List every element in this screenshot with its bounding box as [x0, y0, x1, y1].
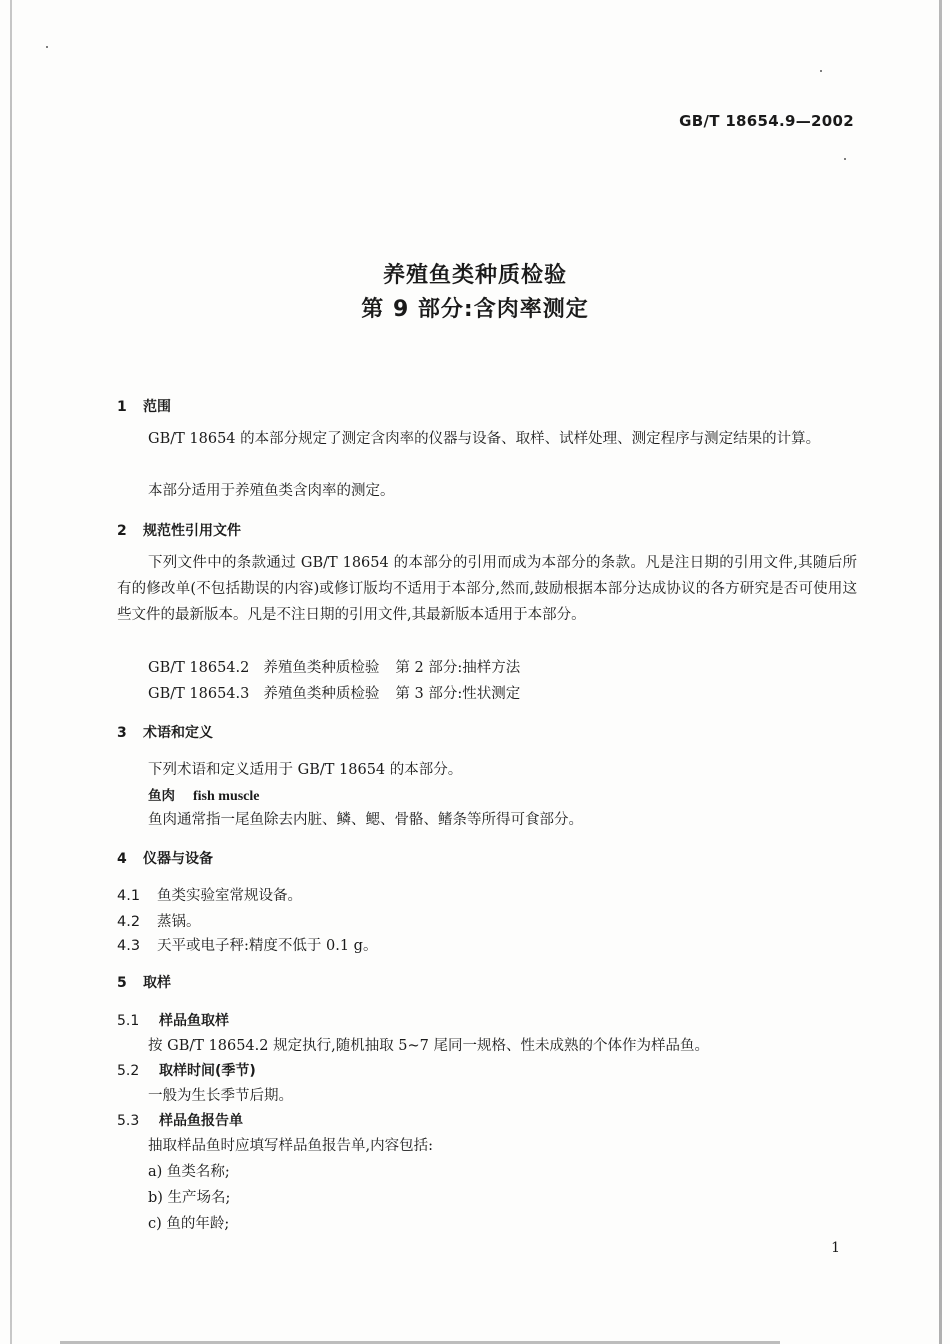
- equipment-item: [117, 934, 377, 955]
- equipment-item: [117, 884, 302, 905]
- subsection-5-1-text: 按 GB/T 18654.2 规定执行,随机抽取 5~7 尾同一规格、性未成熟的个体作为样品鱼。: [148, 1038, 710, 1054]
- reference-item: [148, 682, 520, 703]
- section-number: 2: [117, 523, 127, 539]
- reference-part: 第 3 部分:性状测定: [395, 686, 521, 702]
- section-5-heading: [117, 972, 171, 992]
- title-line-1: 养殖鱼类种质检验: [382, 263, 567, 288]
- scan-speck: [820, 70, 822, 72]
- scan-speck: [46, 46, 48, 48]
- scan-speck: [844, 158, 846, 160]
- item-number: 4.3: [117, 938, 141, 954]
- subsection-5-2-text: 一般为生长季节后期。: [148, 1088, 293, 1104]
- item-text: 天平或电子秤:精度不低于 0.1 g。: [157, 938, 378, 954]
- term-chinese: 鱼肉: [148, 788, 175, 804]
- section-title: 取样: [143, 975, 171, 991]
- subsection-5-2-heading: [117, 1060, 256, 1080]
- list-item: b) 生产场名;: [148, 1190, 231, 1206]
- section-title: 仪器与设备: [143, 851, 213, 867]
- section-3-heading: [117, 722, 213, 742]
- section-number: 1: [117, 399, 127, 415]
- document-code: GB/T 18654.9—2002: [679, 112, 854, 130]
- reference-code: GB/T 18654.2: [148, 660, 250, 676]
- section-3-intro: 下列术语和定义适用于 GB/T 18654 的本部分。: [148, 762, 463, 778]
- reference-part: 第 2 部分:抽样方法: [395, 660, 521, 676]
- subsection-title: 样品鱼报告单: [159, 1113, 243, 1129]
- subsection-title: 取样时间(季节): [159, 1063, 256, 1079]
- section-2-paragraph: 下列文件中的条款通过 GB/T 18654 的本部分的引用而成为本部分的条款。凡是注日期的引用文件,其随后所有的修改单(不包括勘误的内容)或修订版均不适用于本部分,然而,鼓励根据本部分达成协议的各方研究是否可使用这些文件的最新版本。凡是不注日期的引用文件,其最新版本适用于本部分。: [117, 555, 857, 623]
- page-number: 1: [831, 1240, 840, 1256]
- term-definition: 鱼肉通常指一尾鱼除去内脏、鳞、鳃、骨骼、鳍条等所得可食部分。: [148, 812, 583, 828]
- subsection-title: 样品鱼取样: [159, 1013, 229, 1029]
- term-english: fish muscle: [193, 789, 260, 804]
- section-title: 规范性引用文件: [143, 523, 241, 539]
- subsection-5-1-heading: [117, 1010, 229, 1030]
- list-item: c) 鱼的年龄;: [148, 1216, 230, 1232]
- reference-code: GB/T 18654.3: [148, 686, 250, 702]
- item-number: 4.2: [117, 914, 141, 930]
- scan-left-edge: [10, 0, 12, 1344]
- section-2-heading: [117, 520, 241, 540]
- subsection-5-3-heading: [117, 1110, 243, 1130]
- item-text: 鱼类实验室常规设备。: [157, 888, 302, 904]
- section-1-paragraph-1: GB/T 18654 的本部分规定了测定含肉率的仪器与设备、取样、试样处理、测定程序与测定结果的计算。: [148, 431, 821, 447]
- section-title: 范围: [143, 399, 171, 415]
- section-number: 5: [117, 975, 127, 991]
- section-title: 术语和定义: [143, 725, 213, 741]
- subsection-number: 5.2: [117, 1063, 140, 1079]
- equipment-item: [117, 910, 201, 931]
- subsection-number: 5.3: [117, 1113, 140, 1129]
- section-1-paragraph-2: 本部分适用于养殖鱼类含肉率的测定。: [148, 483, 395, 499]
- item-number: 4.1: [117, 888, 141, 904]
- section-4-heading: [117, 848, 213, 868]
- subsection-number: 5.1: [117, 1013, 140, 1029]
- section-number: 3: [117, 725, 127, 741]
- title-line-2: 第 9 部分:含肉率测定: [361, 297, 589, 322]
- reference-title: 养殖鱼类种质检验: [263, 660, 380, 676]
- item-text: 蒸锅。: [157, 914, 201, 930]
- scan-right-edge: [939, 0, 942, 1344]
- section-1-heading: [117, 396, 171, 416]
- section-number: 4: [117, 851, 127, 867]
- list-item: a) 鱼类名称;: [148, 1164, 230, 1180]
- reference-item: [148, 656, 520, 677]
- term-entry: [148, 784, 260, 805]
- subsection-5-3-text: 抽取样品鱼时应填写样品鱼报告单,内容包括:: [148, 1138, 433, 1154]
- reference-title: 养殖鱼类种质检验: [263, 686, 380, 702]
